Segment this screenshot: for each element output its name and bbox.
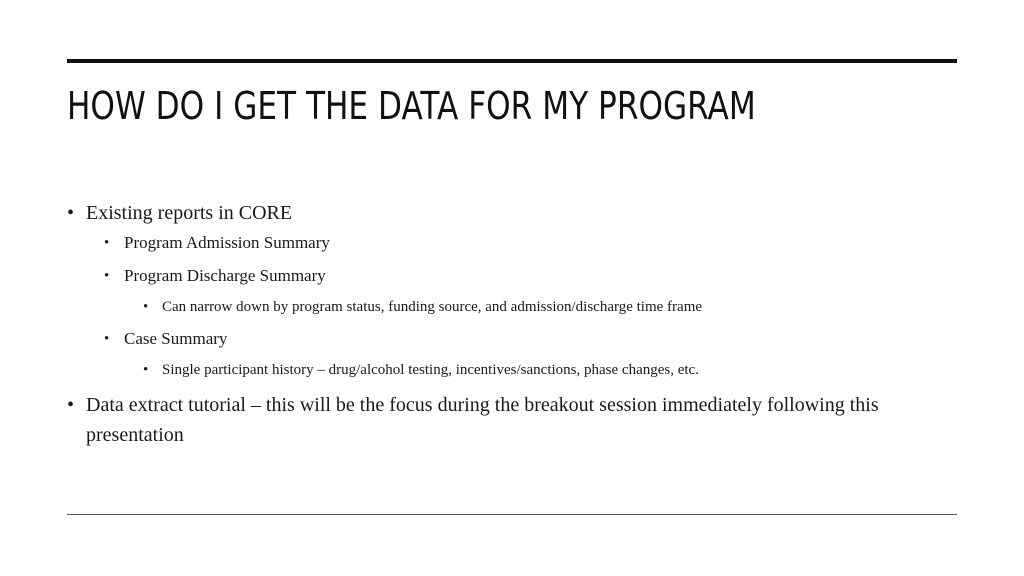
bullet-icon: • bbox=[104, 235, 110, 251]
bullet-icon: • bbox=[104, 331, 110, 347]
list-item-text: Program Discharge Summary bbox=[124, 266, 326, 285]
slide-title: HOW DO I GET THE DATA FOR MY PROGRAM bbox=[67, 84, 756, 128]
list-item bbox=[67, 390, 947, 450]
footer-rule bbox=[67, 514, 957, 515]
bullet-icon: • bbox=[143, 362, 149, 378]
list-item-text: Single participant history – drug/alcohol testing, incentives/sanctions, phase changes, etc. bbox=[162, 362, 699, 378]
bullet-icon: • bbox=[104, 268, 110, 284]
sub-bullet-list bbox=[104, 231, 947, 381]
bullet-icon: • bbox=[143, 299, 149, 315]
bullet-list bbox=[67, 198, 947, 450]
list-item bbox=[143, 296, 947, 318]
sub-sub-bullet-list bbox=[143, 359, 947, 381]
list-item-text: Data extract tutorial – this will be the focus during the breakout session immediately following this presentation bbox=[86, 394, 879, 446]
list-item bbox=[104, 327, 947, 381]
list-item-text: Can narrow down by program status, funding source, and admission/discharge time frame bbox=[162, 299, 703, 315]
list-item bbox=[104, 231, 947, 255]
list-item-text: Case Summary bbox=[124, 329, 228, 348]
slide-body bbox=[67, 198, 947, 450]
list-item bbox=[104, 264, 947, 318]
list-item bbox=[143, 359, 947, 381]
list-item-text: Existing reports in CORE bbox=[86, 202, 293, 224]
sub-sub-bullet-list bbox=[143, 296, 947, 318]
title-top-rule bbox=[67, 59, 957, 63]
bullet-icon: • bbox=[67, 394, 75, 416]
list-item bbox=[67, 198, 947, 381]
bullet-icon: • bbox=[67, 202, 75, 224]
list-item-text: Program Admission Summary bbox=[124, 233, 330, 252]
